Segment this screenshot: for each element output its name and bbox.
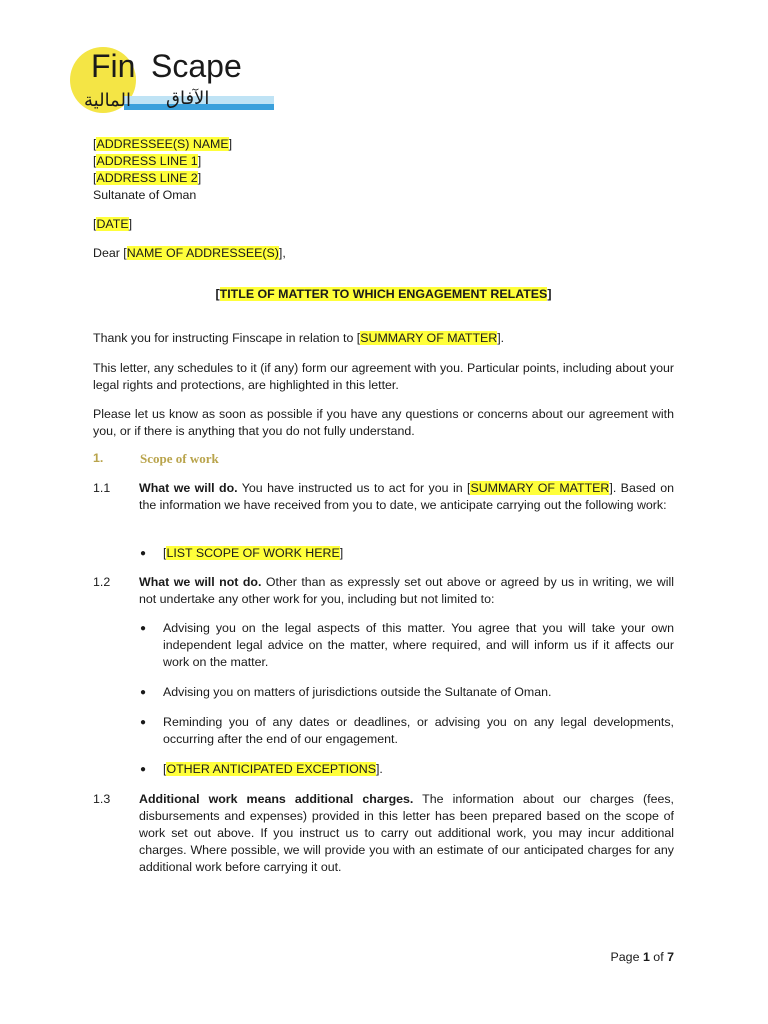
matter-title: [TITLE OF MATTER TO WHICH ENGAGEMENT RELATES] <box>215 287 552 301</box>
page-number: Page 1 of 7 <box>610 950 674 964</box>
clause-1-1: What we will do. You have instructed us to act for you in [SUMMARY OF MATTER]. Based on the information we have received from you to date, we anticipate carrying out the following work: <box>139 481 675 512</box>
intro-paragraph-3: Please let us know as soon as possible if you have any questions or concerns about our agreement with you, or if there is anything that you do not fully understand. <box>93 407 674 438</box>
section-number: 1. <box>93 451 104 465</box>
logo-text-arabic-right: الآفاق <box>166 88 210 109</box>
clause-number-1-3: 1.3 <box>93 792 111 806</box>
intro-paragraph-2: This letter, any schedules to it (if any) form our agreement with you. Particular points, including about your legal rights and protections, are highlighted in this letter. <box>93 361 674 392</box>
exclusion-bullet-3: Reminding you of any dates or deadlines, or advising you on any legal developments, occurring after the end of our engagement. <box>163 715 674 746</box>
address-line-1: [ADDRESSEE(S) NAME] <box>93 137 233 151</box>
salutation: Dear [NAME OF ADDRESSEE(S)], <box>93 246 286 260</box>
date-line: [DATE] <box>93 217 133 231</box>
logo-text-arabic-left: المالية <box>84 90 131 111</box>
exclusion-bullet-1: Advising you on the legal aspects of this matter. You agree that you will take your own independent legal advice on the matter, where required, and will inform us if it affects our work on the matter. <box>163 621 674 669</box>
clause-1-3: Additional work means additional charges. The information about our charges (fees, disbursements and expenses) provided in this letter has been prepared based on the scope of work set out above. If you instruct us to carry out additional work, you may incur additional charges. Where possible, we will provide you with an estimate of our anticipated charges for any additional work before carrying it out. <box>139 792 674 874</box>
section-title: Scope of work <box>140 451 219 466</box>
clause-number-1-2: 1.2 <box>93 575 111 589</box>
address-country: Sultanate of Oman <box>93 188 197 202</box>
scope-bullet: [LIST SCOPE OF WORK HERE] <box>163 546 344 560</box>
bullet-dot: ● <box>140 623 147 634</box>
intro-paragraph-1: Thank you for instructing Finscape in relation to [SUMMARY OF MATTER]. <box>93 331 505 345</box>
logo-text-fin: Fin <box>91 48 136 84</box>
bullet-dot: ● <box>140 687 147 698</box>
clause-1-2: What we will not do. Other than as expressly set out above or agreed by us in writing, we will not undertake any other work for you, including but not limited to: <box>139 575 674 606</box>
address-line-2: [ADDRESS LINE 1] <box>93 154 202 168</box>
logo-text-scape: Scape <box>151 48 242 84</box>
bullet-dot: ● <box>140 764 147 775</box>
clause-number-1-1: 1.1 <box>93 481 111 495</box>
exclusion-bullet-4: [OTHER ANTICIPATED EXCEPTIONS]. <box>163 762 383 776</box>
address-line-3: [ADDRESS LINE 2] <box>93 171 202 185</box>
bullet-dot: ● <box>140 548 147 559</box>
finscape-logo <box>66 44 281 114</box>
bullet-dot: ● <box>140 717 147 728</box>
exclusion-bullet-2: Advising you on matters of jurisdictions outside the Sultanate of Oman. <box>163 685 552 699</box>
